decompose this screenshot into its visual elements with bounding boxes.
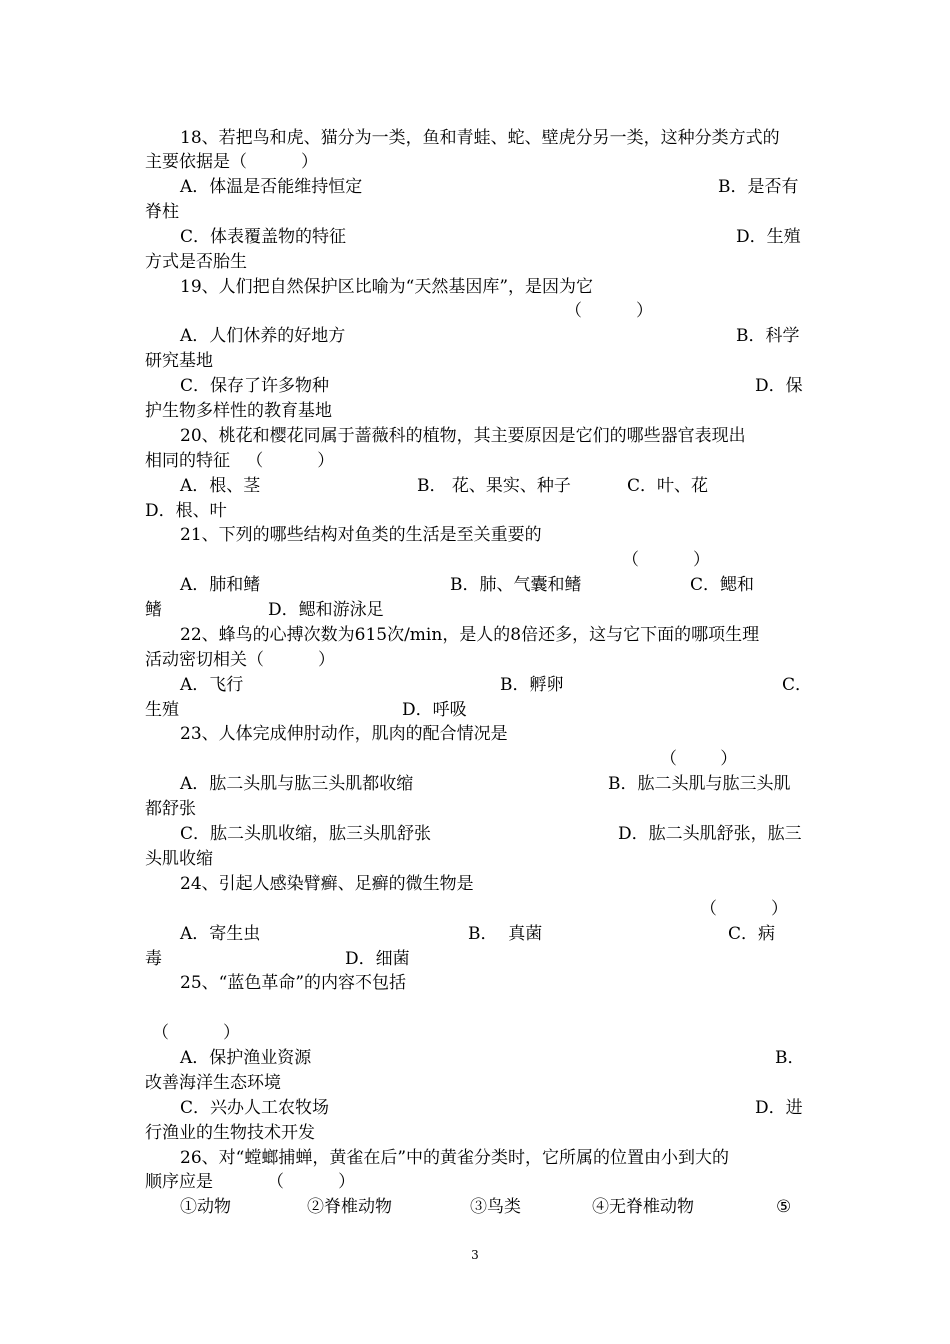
q18-option-d-cont: 方式是否胎生 bbox=[145, 252, 247, 272]
q24-option-c: C．病 bbox=[728, 924, 776, 944]
q25-option-d-cont: 行渔业的生物技术开发 bbox=[145, 1123, 315, 1143]
q23-option-a: A．肱二头肌与肱三头肌都收缩 bbox=[180, 774, 414, 794]
q24-option-b: B． 真菌 bbox=[468, 924, 543, 944]
q21-option-b: B．肺、气囊和鳍 bbox=[450, 575, 582, 595]
q20-option-d: D．根、叶 bbox=[145, 501, 227, 521]
q25-answer-blank: （ ） bbox=[152, 1023, 241, 1043]
q22-stem-line1: 22、蜂鸟的心搏次数为615次/min，是人的8倍还多，这与它下面的哪项生理 bbox=[180, 625, 760, 645]
q21-option-a: A．肺和鳍 bbox=[180, 575, 261, 595]
q23-stem: 23、人体完成伸肘动作，肌肉的配合情况是 bbox=[180, 724, 508, 744]
q18-option-d: D．生殖 bbox=[736, 227, 801, 247]
q19-option-d: D．保 bbox=[755, 376, 803, 396]
q25-option-b-cont: 改善海洋生态环境 bbox=[145, 1073, 281, 1093]
q20-option-a: A．根、茎 bbox=[180, 476, 261, 496]
q23-option-b-cont: 都舒张 bbox=[145, 799, 196, 819]
q26-stem-line1: 26、对“螳螂捕蝉，黄雀在后”中的黄雀分类时，它所属的位置由小到大的 bbox=[180, 1148, 730, 1168]
q23-answer-blank: （ ） bbox=[660, 749, 738, 769]
q20-option-b: B． 花、果实、种子 bbox=[417, 476, 571, 496]
page-number: 3 bbox=[471, 1248, 479, 1262]
q25-option-a: A．保护渔业资源 bbox=[180, 1048, 312, 1068]
q21-option-d: D．鳃和游泳足 bbox=[268, 600, 384, 620]
q22-option-a: A．飞行 bbox=[180, 675, 244, 695]
q22-option-c-cont: 生殖 bbox=[145, 700, 179, 720]
q18-option-c: C．体表覆盖物的特征 bbox=[180, 227, 347, 247]
q26-item-4: ④无脊椎动物 bbox=[592, 1197, 694, 1217]
q19-option-d-cont: 护生物多样性的教育基地 bbox=[145, 401, 332, 421]
q19-option-a: A．人们休养的好地方 bbox=[180, 326, 346, 346]
q19-option-b-cont: 研究基地 bbox=[145, 351, 213, 371]
q26-stem-line2: 顺序应是 （ ） bbox=[145, 1172, 356, 1192]
q26-item-2: ②脊椎动物 bbox=[307, 1197, 392, 1217]
q21-option-c: C．鳃和 bbox=[690, 575, 755, 595]
q24-answer-blank: （ ） bbox=[700, 899, 789, 919]
q23-option-b: B．肱二头肌与肱三头肌 bbox=[608, 774, 791, 794]
q18-option-b: B．是否有 bbox=[718, 177, 799, 197]
q22-option-c: C． bbox=[782, 675, 813, 695]
q19-answer-blank: （ ） bbox=[565, 301, 654, 321]
q19-stem: 19、人们把自然保护区比喻为“天然基因库”，是因为它 bbox=[180, 277, 594, 297]
q22-stem-line2: 活动密切相关（ ） bbox=[145, 650, 336, 670]
q23-option-d: D．肱二头肌舒张，肱三 bbox=[618, 824, 802, 844]
q25-option-d: D．进 bbox=[755, 1098, 803, 1118]
q21-answer-blank: （ ） bbox=[622, 550, 711, 570]
q19-option-b: B．科学 bbox=[736, 326, 800, 346]
q18-option-a: A．体温是否能维持恒定 bbox=[180, 177, 363, 197]
q21-stem: 21、下列的哪些结构对鱼类的生活是至关重要的 bbox=[180, 525, 542, 545]
q24-stem: 24、引起人感染臂癣、足癣的微生物是 bbox=[180, 874, 474, 894]
q20-stem-line1: 20、桃花和樱花同属于蔷薇科的植物，其主要原因是它们的哪些器官表现出 bbox=[180, 426, 746, 446]
q21-option-c-cont: 鳍 bbox=[145, 600, 162, 620]
q19-option-c: C．保存了许多物种 bbox=[180, 376, 330, 396]
q23-option-c: C．肱二头肌收缩，肱三头肌舒张 bbox=[180, 824, 432, 844]
q20-stem-line2: 相同的特征 （ ） bbox=[145, 451, 335, 471]
q23-option-d-cont: 头肌收缩 bbox=[145, 849, 213, 869]
q26-item-3: ③鸟类 bbox=[470, 1197, 521, 1217]
q26-item-5: ⑤ bbox=[776, 1197, 792, 1217]
q18-stem-line1: 18、若把鸟和虎、猫分为一类，鱼和青蛙、蛇、壁虎分另一类，这种分类方式的 bbox=[180, 128, 780, 148]
q22-option-b: B．孵卵 bbox=[500, 675, 564, 695]
q24-option-d: D．细菌 bbox=[345, 949, 410, 969]
q25-option-c: C．兴办人工农牧场 bbox=[180, 1098, 330, 1118]
q25-option-b: B． bbox=[775, 1048, 805, 1068]
q25-stem: 25、“蓝色革命”的内容不包括 bbox=[180, 973, 407, 993]
q26-item-1: ①动物 bbox=[180, 1197, 231, 1217]
q22-option-d: D．呼吸 bbox=[402, 700, 467, 720]
q18-option-b-cont: 脊柱 bbox=[145, 202, 179, 222]
q20-option-c: C．叶、花 bbox=[627, 476, 709, 496]
q18-stem-line2: 主要依据是（ ） bbox=[145, 152, 319, 172]
q24-option-a: A．寄生虫 bbox=[180, 924, 261, 944]
q24-option-c-cont: 毒 bbox=[145, 949, 162, 969]
